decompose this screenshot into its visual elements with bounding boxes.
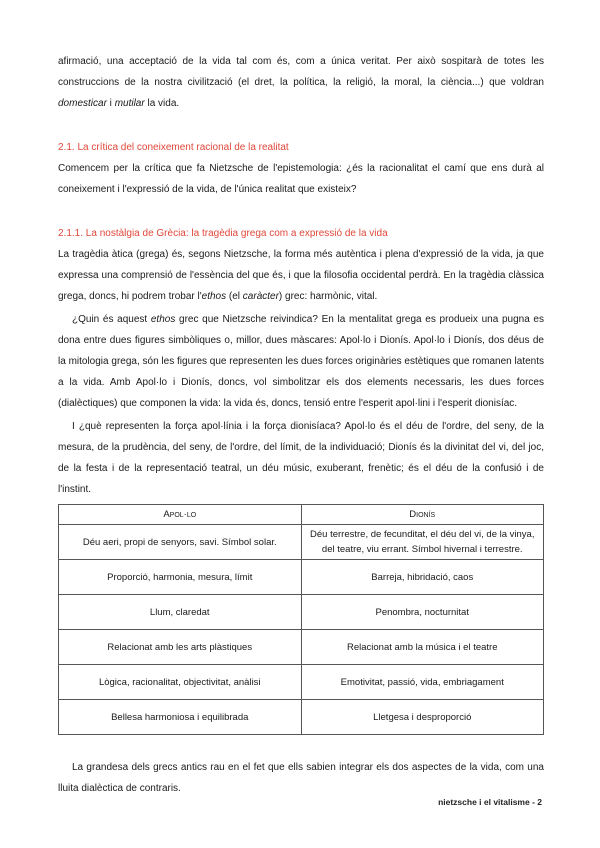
page-content — [58, 0, 544, 799]
heading-2-1: 2.1. La crítica del coneixement racional de la realitat — [58, 142, 289, 153]
intro-text: la vida. — [144, 98, 180, 109]
intro-paragraph — [58, 51, 544, 114]
paragraph-text: (el — [226, 291, 243, 302]
paragraph-emphasis: caràcter — [242, 291, 279, 302]
paragraph-emphasis: ethos — [201, 291, 227, 302]
intro-emphasis: domesticar — [58, 98, 107, 109]
intro-emphasis: mutilar — [114, 98, 145, 109]
table-row — [59, 700, 544, 735]
table-cell-dionysus: Lletgesa i desproporció — [301, 700, 544, 735]
paragraph-text: La tragèdia àtica (grega) és, segons Nietzsche, la forma més autèntica i plena d'expressió de la vida, ja que expressa una comprensió de l'essència del que és, i que la filosofia occidental perdrà. En la tragèdia clàssica grega, doncs, hi podrem trobar l' — [58, 249, 544, 302]
paragraph-text: ¿Quin és aquest — [72, 314, 151, 325]
table-header-dionysus: Dionís — [301, 505, 544, 525]
table-row — [59, 665, 544, 700]
table-cell-apollo: Proporció, harmonia, mesura, límit — [59, 560, 302, 595]
table-row — [59, 630, 544, 665]
forces-paragraph: I ¿què representen la força apol·línia i la força dionisíaca? Apol·lo és el déu de l'ordre, del seny, de la mesura, de la prudència, del seny, de l'ordre, del límit, de la individuació; Dionís és la divinitat del vi, del joc, de la festa i de la representació teatral, un déu músic, exuberant, frenètic; és el déu de la confusió i de l'instint. — [58, 421, 544, 495]
intro-text: afirmació, una acceptació de la vida tal com és, com a única veritat. Per això sospitarà de totes les construccions de la nostra civilització (el dret, la política, la religió, la moral, la ciència...) que voldran — [58, 56, 544, 88]
page-footer: nietzsche i el vitalisme - 2 — [438, 797, 542, 807]
apollo-dionysus-table — [58, 504, 544, 735]
table-cell-apollo: Lògica, racionalitat, objectivitat, anàlisi — [59, 665, 302, 700]
table-cell-apollo: Bellesa harmoniosa i equilibrada — [59, 700, 302, 735]
table-cell-dionysus: Barreja, hibridació, caos — [301, 560, 544, 595]
table-row — [59, 525, 544, 560]
table-cell-apollo: Déu aeri, propi de senyors, savi. Símbol solar. — [59, 525, 302, 560]
tragedy-paragraph — [58, 244, 544, 307]
table-row — [59, 560, 544, 595]
section-2-1-paragraph: Comencem per la crítica que fa Nietzsche de l'epistemologia: ¿és la racionalitat el camí que ens durà al coneixement i l'expressió de la vida, de l'única realitat que existeix? — [58, 163, 544, 195]
paragraph-text: grec que Nietzsche reivindica? En la mentalitat grega es produeix una pugna es dona entre dues figures simbòliques o, millor, dues màscares: Apol·lo i Dionís. Apol·lo i Dionís, dos déus de la mitologia grega, són les figures que representen les dues forces originàries estètiques que romanen latents a la vida. Amb Apol·lo i Dionís, doncs, vol simbolitzar els dos elements necessaris, les dues forces (dialèctiques) que componen la vida: la vida és, doncs, tensió entre l'esperit apol·lini i l'esperit dionisíac. — [58, 314, 544, 409]
paragraph-emphasis: ethos — [150, 314, 176, 325]
table-cell-dionysus: Emotivitat, passió, vida, embriagament — [301, 665, 544, 700]
table-header-row — [59, 505, 544, 525]
table-header-apollo: Apol·lo — [59, 505, 302, 525]
paragraph-text: ) grec: harmònic, vital. — [278, 291, 378, 302]
table-cell-dionysus: Penombra, nocturnitat — [301, 595, 544, 630]
table-cell-dionysus: Déu terrestre, de fecunditat, el déu del vi, de la vinya, del teatre, viu errant. Símbol hivernal i terrestre. — [301, 525, 544, 560]
table-cell-dionysus: Relacionat amb la música i el teatre — [301, 630, 544, 665]
heading-2-1-1: 2.1.1. La nostàlgia de Grècia: la tragèdia grega com a expressió de la vida — [58, 228, 388, 239]
closing-paragraph: La grandesa dels grecs antics rau en el fet que ells sabien integrar els dos aspectes de la vida, com una lluita dialèctica de contraris. — [58, 762, 544, 794]
table-row — [59, 595, 544, 630]
table-cell-apollo: Relacionat amb les arts plàstiques — [59, 630, 302, 665]
table-cell-apollo: Llum, claredat — [59, 595, 302, 630]
intro-text: i — [106, 98, 115, 109]
ethos-paragraph — [58, 309, 544, 414]
